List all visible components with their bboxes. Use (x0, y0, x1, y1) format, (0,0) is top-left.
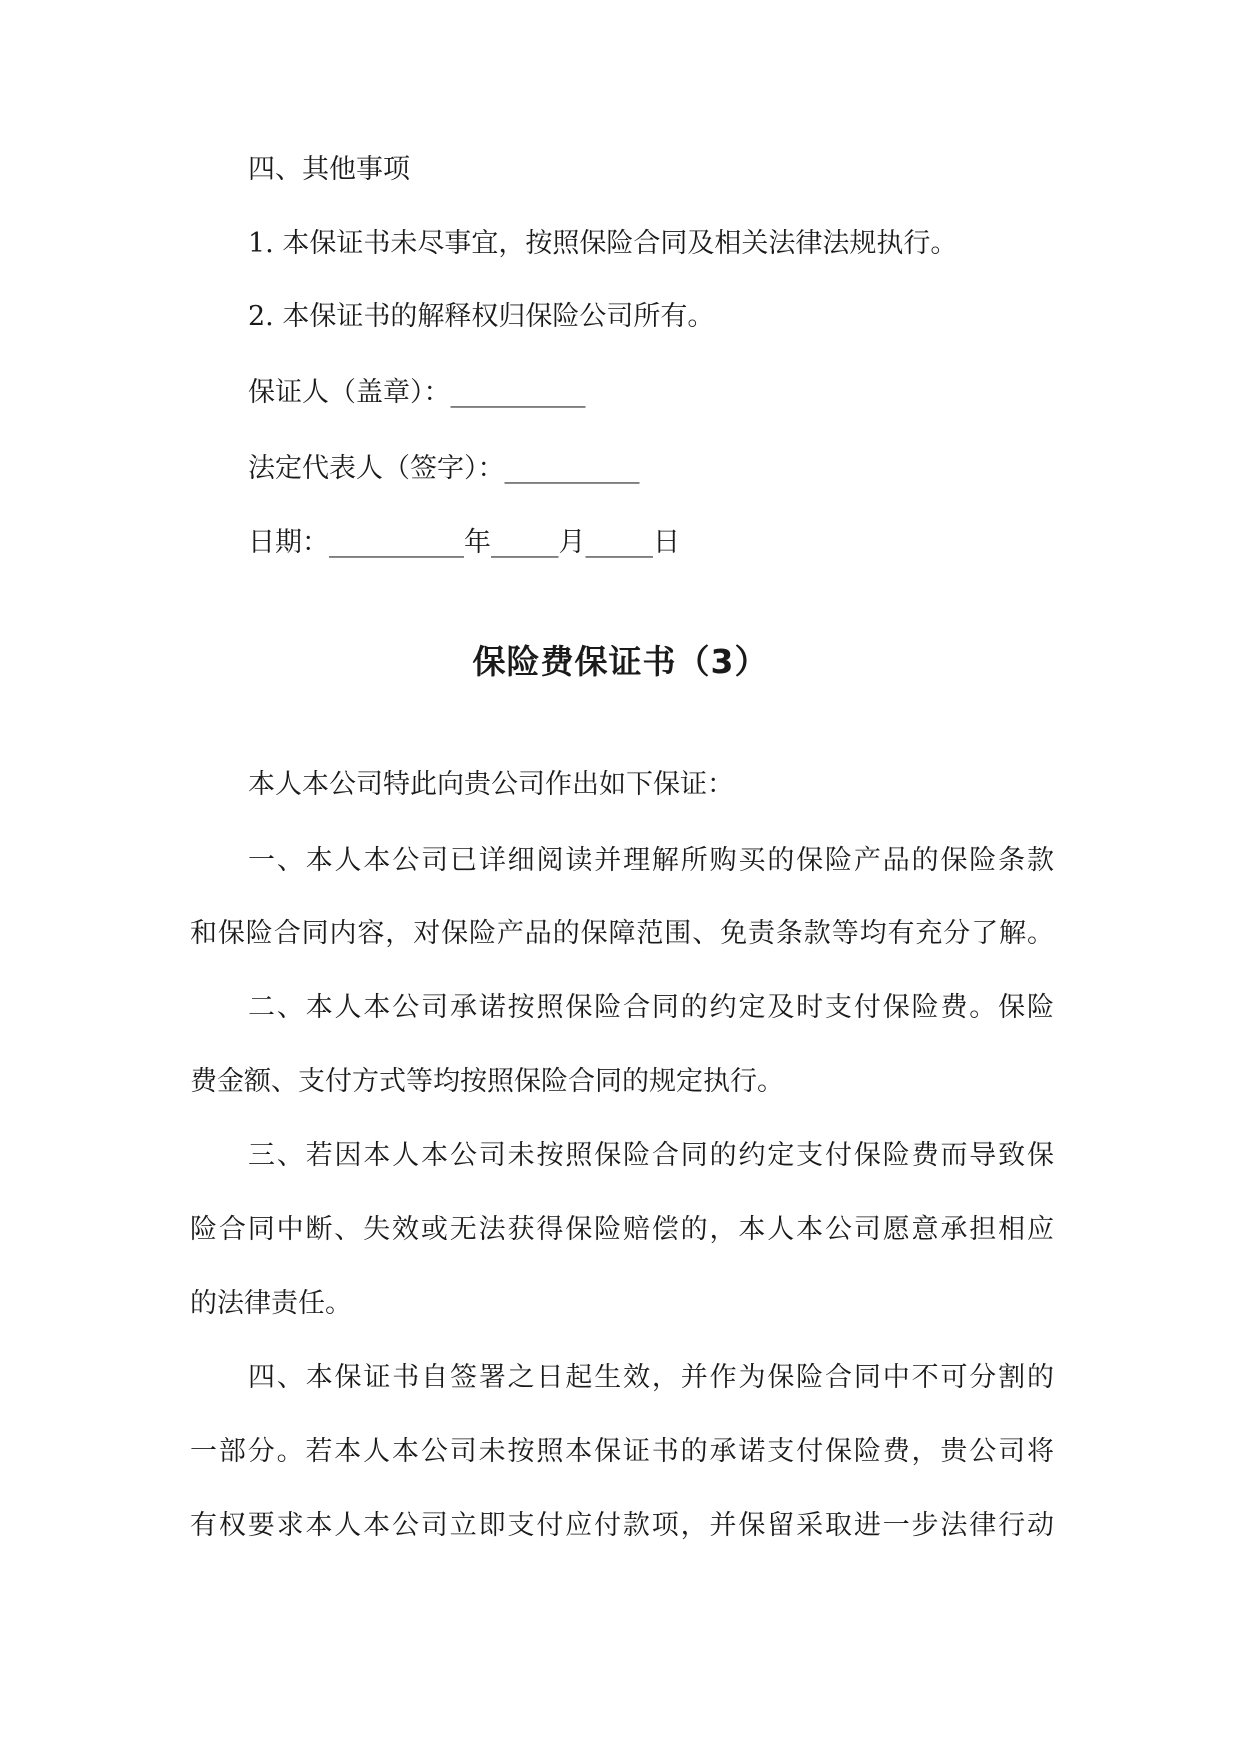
paragraph-1-line-2: 和保险合同内容，对保险产品的保障范围、免责条款等均有充分了解。 (190, 918, 1054, 949)
paragraph-4-line-2: 一部分。若本人本公司未按照本保证书的承诺支付保险费，贵公司将 (190, 1436, 1054, 1467)
guarantor-seal-field: 保证人（盖章）：__________ (248, 377, 586, 408)
paragraph-4-line-3: 有权要求本人本公司立即支付应付款项，并保留采取进一步法律行动 (190, 1510, 1054, 1541)
paragraph-2-line-1: 二、本人本公司承诺按照保险合同的约定及时支付保险费。保险 (248, 992, 1054, 1023)
paragraph-3-line-2: 险合同中断、失效或无法获得保险赔偿的，本人本公司愿意承担相应 (190, 1214, 1054, 1245)
date-field: 日期：__________年_____月_____日 (248, 527, 680, 558)
paragraph-4-line-1: 四、本保证书自签署之日起生效，并作为保险合同中不可分割的 (248, 1362, 1054, 1393)
list-item-1: 1. 本保证书未尽事宜，按照保险合同及相关法律法规执行。 (248, 228, 958, 259)
list-item-2: 2. 本保证书的解释权归保险公司所有。 (248, 301, 715, 332)
intro-paragraph: 本人本公司特此向贵公司作出如下保证： (248, 769, 734, 800)
document-title: 保险费保证书（3） (472, 642, 769, 681)
paragraph-3-line-3: 的法律责任。 (190, 1288, 352, 1319)
paragraph-1-line-1: 一、本人本公司已详细阅读并理解所购买的保险产品的保险条款 (248, 845, 1054, 876)
section-heading-other-matters: 四、其他事项 (248, 154, 410, 185)
paragraph-2-line-2: 费金额、支付方式等均按照保险合同的规定执行。 (190, 1066, 784, 1097)
paragraph-3-line-1: 三、若因本人本公司未按照保险合同的约定支付保险费而导致保 (248, 1140, 1054, 1171)
legal-representative-signature-field: 法定代表人（签字）：__________ (248, 453, 640, 484)
